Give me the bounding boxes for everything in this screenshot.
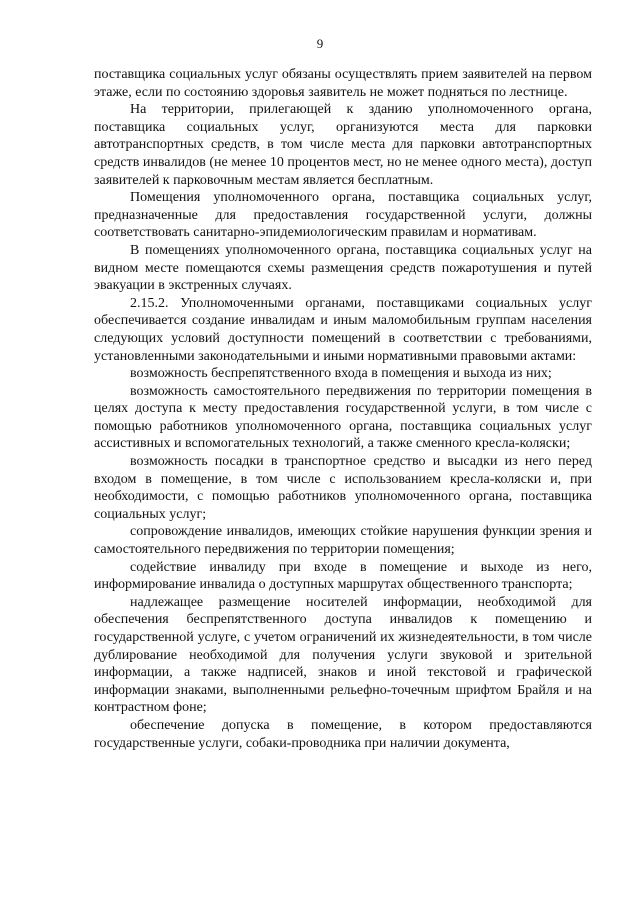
paragraph-evacuation-schemes: В помещениях уполномоченного органа, поставщика социальных услуг на видном месте помещаются схемы размещения средств пожаротушения и путей эвакуации в экстренных случаях. (94, 242, 592, 294)
paragraph-vehicle-boarding: возможность посадки в транспортное средство и высадки из него перед входом в помещение, в том числе с использованием кресла-коляски и, при необходимости, с помощью работников уполномоченного органа, поставщика социальных услуг; (94, 454, 592, 522)
paragraph-information-placement: надлежащее размещение носителей информации, необходимой для обеспечения беспрепятственного доступа инвалидов к помещению и государственной услуге, с учетом ограничений их жизнедеятельности, в том числе дублирование необходимой для получения услуги звуковой и зрительной информации, а также надписей, знаков и иной текстовой и графической информации знаками, выполненными рельефно-точечным шрифтом Брайля и на контрастном фоне; (94, 594, 592, 716)
document-body (94, 66, 592, 752)
paragraph-continuation-ground-floor: поставщика социальных услуг обязаны осуществлять прием заявителей на первом этаже, если по состоянию здоровья заявитель не может подняться по лестнице. (94, 67, 592, 100)
paragraph-independent-movement: возможность самостоятельного передвижения по территории помещения в целях доступа к месту предоставления государственной услуги, в том числе с помощью работников уполномоченного органа, поставщика социальных услуг ассистивных и вспомогательных технологий, а также сменного кресла-коляски; (94, 383, 592, 452)
page-number: 9 (316, 36, 324, 51)
paragraph-parking: На территории, прилегающей к зданию уполномоченного органа, поставщика социальных услуг, организуются места для парковки автотранспортных средств, в том числе места для парковки автотранспортных средств инвалидов (не менее 10 процентов мест, но не менее одного места), доступ заявителей к парковочным местам является бесплатным. (94, 102, 592, 188)
paragraph-free-entrance: возможность беспрепятственного входа в помещения и выхода из них; (130, 366, 552, 382)
paragraph-section-2-15-2: 2.15.2. Уполномоченными органами, поставщиками социальных услуг обеспечивается создание инвалидам и иным маломобильным группам населения следующих условий доступности помещений в соответствии с требованиями, установленными законодательными и иными нормативными правовыми актами: (94, 295, 592, 364)
paragraph-guide-dog-access: обеспечение допуска в помещение, в котором предоставляются государственные услуги, собаки-проводника при наличии документа, (94, 717, 592, 751)
paragraph-escort: сопровождение инвалидов, имеющих стойкие нарушения функции зрения и самостоятельного передвижения по территории помещения; (94, 524, 592, 558)
paragraph-sanitary-rules: Помещения уполномоченного органа, поставщика социальных услуг, предназначенные для предоставления государственной услуги, должны соответствовать санитарно-эпидемиологическим правилам и нормативам. (94, 190, 592, 241)
paragraph-assistance-at-entrance: содействие инвалиду при входе в помещение и выходе из него, информирование инвалида о доступных маршрутах общественного транспорта; (94, 559, 592, 593)
